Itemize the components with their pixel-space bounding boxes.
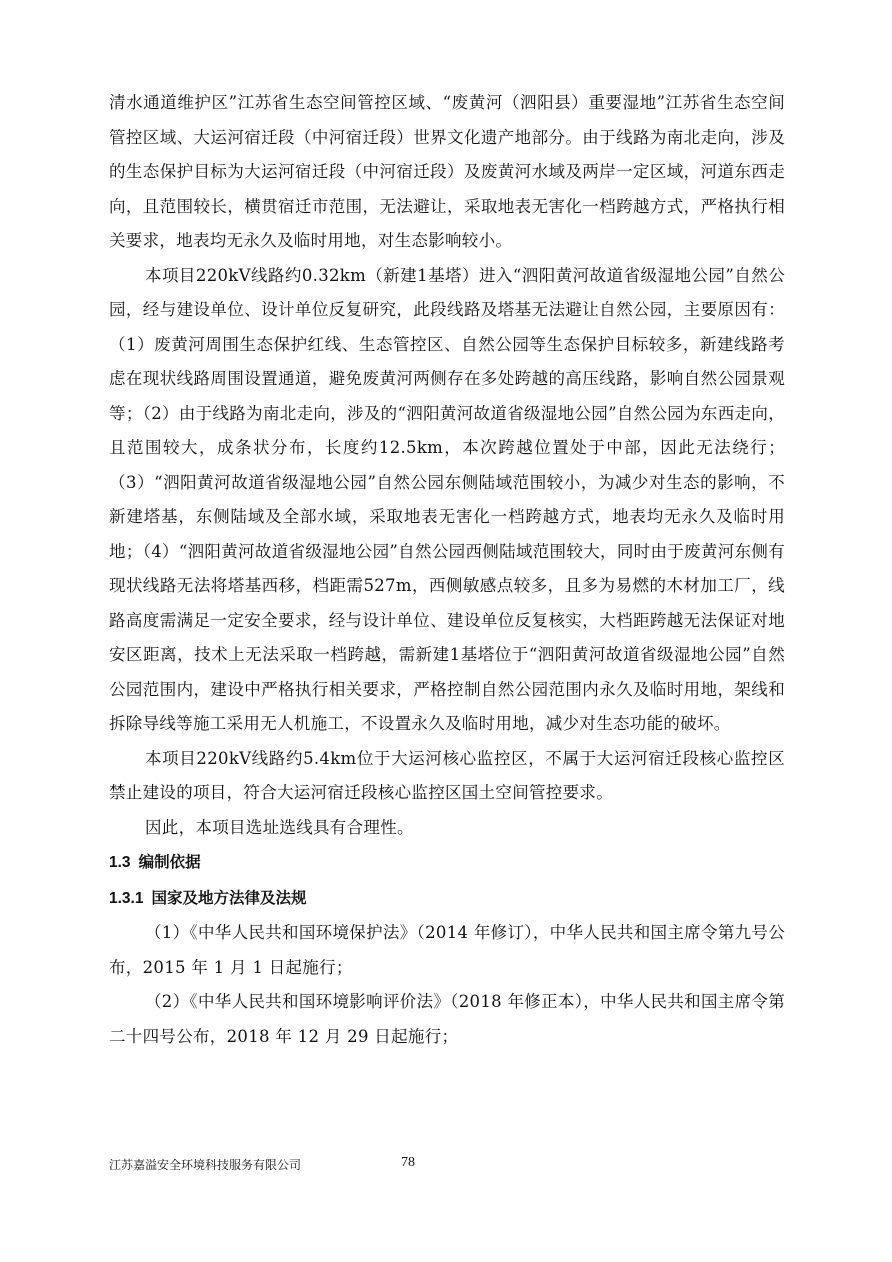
paragraph-grand-canal: 本项目220kV线路约5.4km位于大运河核心监控区，不属于大运河宿迁段核心监控区禁止建设的项目，符合大运河宿迁段核心监控区国土空间管控要求。 — [109, 748, 785, 802]
law-item: （1）《中华人民共和国环境保护法》（2014 年修订），中华人民共和国主席令第九号公布，2015 年 1 月 1 日起施行； — [109, 923, 785, 977]
section-number: 1.3 — [109, 854, 131, 871]
law-item: （2）《中华人民共和国环境影响评价法》（2018 年修正本），中华人民共和国主席令第二十四号公布，2018 年 12 月 29 日起施行； — [109, 992, 785, 1046]
subsection-number: 1.3.1 — [109, 889, 144, 907]
page-number: 78 — [401, 1155, 415, 1170]
section-heading-1-3 — [109, 845, 785, 881]
page-body — [109, 86, 785, 1054]
subsection-title: 国家及地方法律及法规 — [151, 888, 307, 907]
section-title: 编制依据 — [138, 853, 201, 871]
paragraph-wetland-park: 本项目220kV线路约0.32km（新建1基塔）进入“泗阳黄河故道省级湿地公园”自然公园，经与建设单位、设计单位反复研究，此段线路及塔基无法避让自然公园，主要原因有：（1）废黄河周围生态保护红线、生态管控区、自然公园等生态保护目标较多，新建线路考虑在现状线路周围设置通道，避免废黄河两侧存在多处跨越的高压线路，影响自然公园景观等；（2）由于线路为南北走向，涉及的“泗阳黄河故道省级湿地公园”自然公园为东西走向，且范围较大，成条状分布，长度约12.5km，本次跨越位置处于中部，因此无法绕行；（3）“泗阳黄河故道省级湿地公园”自然公园东侧陆域范围较小，为减少对生态的影响，不新建塔基，东侧陆域及全部水域，采取地表无害化一档跨越方式，地表均无永久及临时用地；（4）“泗阳黄河故道省级湿地公园”自然公园西侧陆域范围较大，同时由于废黄河东侧有现状线路无法将塔基西移，档距需527m，西侧敏感点较多，且多为易燃的木材加工厂，线路高度需满足一定安全要求，经与设计单位、建设单位反复核实，大档距跨越无法保证对地安区距离，技术上无法采取一档跨越，需新建1基塔位于“泗阳黄河故道省级湿地公园”自然公园范围内，建设中严格执行相关要求，严格控制自然公园范围内永久及临时用地，架线和拆除导线等施工采用无人机施工，不设置永久及临时用地，减少对生态功能的破坏。 — [109, 265, 785, 733]
paragraph-conclusion: 因此，本项目选址选线具有合理性。 — [145, 817, 414, 837]
paragraph-ecology-continued: 清水通道维护区”江苏省生态空间管控区域、“废黄河（泗阳县）重要湿地”江苏省生态空间管控区域、大运河宿迁段（中河宿迁段）世界文化遗产地部分。由于线路为南北走向，涉及的生态保护目标为大运河宿迁段（中河宿迁段）及废黄河水域及两岸一定区域，河道东西走向，且范围较长，横贯宿迁市范围，无法避让，采取地表无害化一档跨越方式，严格执行相关要求，地表均无永久及临时用地，对生态影响较小。 — [109, 93, 785, 250]
page-footer — [109, 1156, 785, 1176]
footer-company-name: 江苏嘉溢安全环境科技服务有限公司 — [109, 1158, 302, 1172]
section-heading-1-3-1 — [109, 881, 785, 917]
